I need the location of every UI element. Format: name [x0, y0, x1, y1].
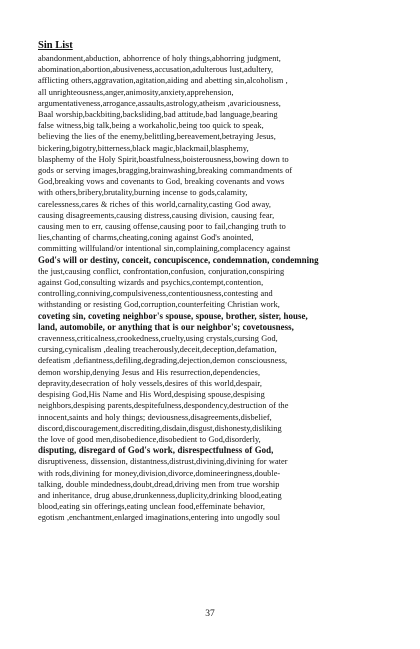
- text-line: despising God,His Name and His Word,despising spouse,despising: [38, 390, 265, 400]
- text-line: God,breaking vows and covenants to God, breaking covenants and vows: [38, 177, 285, 187]
- text-line: neighbors,despising parents,despitefulness,despondency,destruction of the: [38, 401, 289, 411]
- text-line: gods or serving images,bragging,brainwashing,breaking commandments of: [38, 166, 293, 176]
- text-line: disruptiveness, dissension, distantness,distrust,divining,divining for water: [38, 457, 288, 467]
- text-line: withstanding or resisting God,corruption,counterfeiting Christian work,: [38, 300, 280, 310]
- text-line: Baal worship,backbiting,backsliding,bad attitude,bad language,bearing: [38, 110, 278, 120]
- text-line: believing the lies of the enemy,belittling,bereavement,betraying Jesus,: [38, 132, 276, 142]
- text-line: cravenness,criticalness,crookedness,cruelty,using crystals,cursing God,: [38, 334, 278, 344]
- page-title: Sin List: [38, 40, 73, 51]
- text-line: defeatism ,defiantness,defiling,degrading,dejection,demon consciousness,: [38, 356, 288, 366]
- text-line: and inheritance, drug abuse,drunkenness,duplicity,drinking blood,eating: [38, 490, 282, 500]
- text-line: disputing, disregard of God's work, disrespectfulness of God,: [38, 445, 274, 456]
- text-line: innocent,saints and holy things; deviousness,disagreements,disbelief,: [38, 412, 272, 422]
- text-line: carelessness,cares & riches of this world,carnality,casting God away,: [38, 199, 272, 209]
- page-number: 37: [205, 609, 215, 619]
- text-line: causing men to err, causing offense,causing poor to fail,changing truth to: [38, 222, 286, 232]
- text-line: bickering,bigotry,bitterness,black magic,blackmail,blasphemy,: [38, 143, 249, 153]
- text-line: with rods,divining for money,division,divorce,domineeringness,double-: [38, 468, 281, 478]
- text-line: coveting sin, coveting neighbor's spouse, spouse, brother, sister, house,: [38, 310, 308, 321]
- text-line: the just,causing conflict, confrontation,confusion, conjuration,conspiring: [38, 266, 285, 276]
- text-line: against God,consulting wizards and psychics,contempt,contention,: [38, 278, 264, 288]
- text-line: the love of good men,disobedience,disobedient to God,disorderly,: [38, 434, 261, 444]
- text-line: depravity,desecration of holy vessels,desires of this world,despair,: [38, 378, 263, 388]
- text-line: abomination,abortion,abusiveness,accusation,adulterous lust,adultery,: [38, 65, 274, 75]
- text-line: blood,eating sin offerings,eating unclean food,effeminate behavior,: [38, 502, 265, 512]
- text-line: cursing,cynicalism ,dealing treacherously,deceit,deception,defamation,: [38, 345, 277, 355]
- text-line: blasphemy of the Holy Spirit,boastfulness,boisterousness,bowing down to: [38, 154, 289, 164]
- text-line: talking, double mindedness,doubt,dread,driving men from true worship: [38, 479, 280, 489]
- text-line: demon worship,denying Jesus and His resurrection,dependencies,: [38, 367, 261, 377]
- sin-list-body: [38, 53, 389, 524]
- text-line: discord,discouragement,discrediting,disdain,disgust,dishonesty,disliking: [38, 423, 282, 433]
- text-line: lies,chanting of charms,cheating,coning against God's anointed,: [38, 233, 254, 243]
- text-line: land, automobile, or anything that is our neighbor's; covetousness,: [38, 321, 294, 332]
- text-line: afflicting others,aggravation,agitation,aiding and abetting sin,alcoholism ,: [38, 76, 288, 86]
- text-line: egotism ,enchantment,enlarged imaginations,entering into ungodly soul: [38, 513, 281, 523]
- text-line: all unrighteousness,anger,animosity,anxiety,apprehension,: [38, 87, 234, 97]
- text-line: with others,bribery,brutality,burning incense to gods,calamity,: [38, 188, 248, 198]
- text-line: false witness,big talk,being a workaholic,being too quick to speak,: [38, 121, 264, 131]
- text-line: committing willfuland/or intentional sin,complaining,complacency against: [38, 244, 291, 254]
- text-line: controlling,conniving,compulsiveness,contentiousness,contesting and: [38, 289, 273, 299]
- text-line: abandonment,abduction, abhorrence of holy things,abhorring judgment,: [38, 54, 281, 63]
- text-line: argumentativeness,arrogance,assaults,astrology,atheism ,avariciousness,: [38, 98, 281, 108]
- text-line: God's will or destiny, conceit, concupiscence, condemnation, condemning: [38, 254, 319, 265]
- text-line: causing disagreements,causing distress,causing division, causing fear,: [38, 210, 275, 220]
